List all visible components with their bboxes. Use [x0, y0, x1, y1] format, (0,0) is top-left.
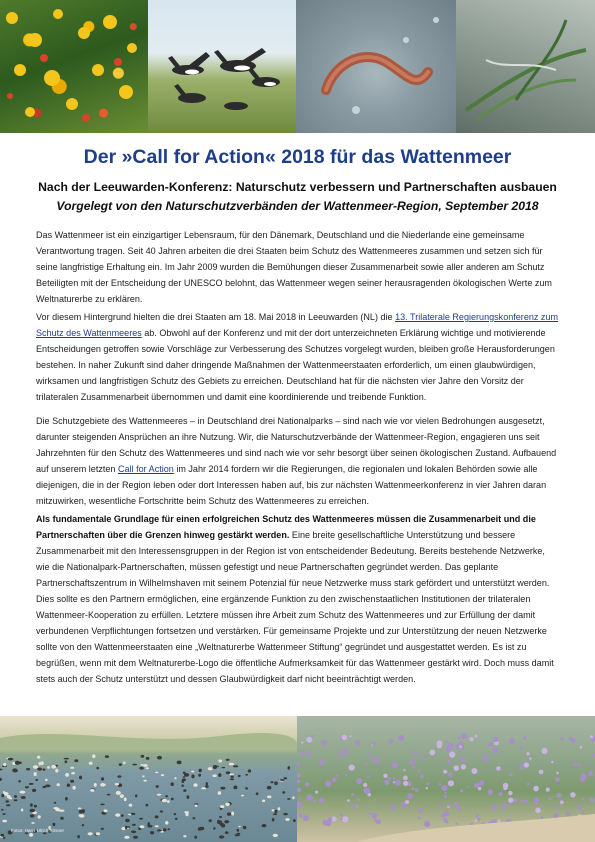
paragraph-text: Vor diesem Hintergrund hielten die drei Staaten am 18. Mai 2018 in Leeuwarden (NL) die [36, 312, 396, 322]
waders-photo [0, 716, 297, 842]
paragraph-intro: Das Wattenmeer ist ein einzigartiger Lebensraum, für den Dänemark, Deutschland und die Niederlande eine gemeinsame Verantwortung tragen. Seit 40 Jahren arbeiten die drei Staaten beim Schutz des Wattenmeeres zusammen und setzen sich für seine langfristige Erhaltung ein. Im Jahr 2009 wurden die Bemühungen dieser Zusammenarbeit sowie aller anderen am Schutz Beteiligten mit der Entscheidung der UNESCO belohnt, das Wattenmeer wegen seiner herausragenden ökologischen Werte zum Weltnaturerbe zu erklären. [36, 230, 552, 304]
top-photo-strip [0, 0, 595, 133]
bottom-photo-strip [0, 716, 595, 842]
conference-link[interactable]: 13. Trilaterale Regierungskonferenz zum Schutz des Wattenmeeres [36, 312, 559, 338]
page-byline: Vorgelegt von den Naturschutzverbänden der Wattenmeer-Region, September 2018 [56, 199, 539, 213]
page-subtitle: Nach der Leeuwarden-Konferenz: Naturschutz verbessern und Partnerschaften ausbauen [38, 180, 557, 194]
paragraph-text: Die Schutzgebiete des Wattenmeeres – in Deutschland drei Nationalparks – sind nach wie vor vielen Bedrohungen ausgesetzt, darunter steigenden Ansprüchen an ihre Nutzung. Wir, die Naturschutzverbände der Wattenmeer-Region, engagieren uns seit Jahrzehnten für den Schutz des Wattenmeeres und sind nach wie vor sehr besorgt über seinen ökologischen Zustand. Aufbauend auf unserem letzten [36, 416, 557, 474]
geese-photo [148, 0, 296, 133]
paragraph-threats [36, 413, 559, 509]
flowers-photo [0, 0, 148, 133]
paragraph-bold-text: Als fundamentale Grundlage für einen erfolgreichen Schutz des Wattenmeeres müssen die Zusammenarbeit und die Partnerschaften über die Grenzen hinweg gestärkt werden. [36, 514, 536, 540]
page-title: Der »Call for Action« 2018 für das Wattenmeer [83, 146, 512, 168]
paragraph-partnerships [36, 511, 559, 687]
seagrass-photo [456, 0, 595, 133]
body-text [36, 227, 559, 689]
paragraph-conference [36, 309, 559, 405]
photo-credit: Fotos: Hans-Ulrich Rösner [11, 828, 65, 833]
lugworm-photo [296, 0, 456, 133]
paragraph-text: ab. Obwohl auf der Konferenz und mit der dort unterzeichneten Erklärung wichtige und motivierende Entscheidungen getroffen sowie Vorschläge zur Verbesserung des Schutzes vorgelegt wurden, bleiben große Herausforderungen bestehen. In naher Zukunft sind daher dringende Maßnahmen der Wattenmeerstaaten erforderlich, um einen glaubwürdigen, wirksamen und langfristigen Schutz des Gebiets zu erreichen. Deutschland hat für die nächsten vier Jahre den Vorsitz der trilateralen Zusammenarbeit übernommen und damit eine koordinierende und treibende Funktion. [36, 328, 555, 402]
sea-lavender-photo [297, 716, 595, 842]
call-for-action-link[interactable]: Call for Action [117, 464, 174, 474]
paragraph-text: im Jahr 2014 fordern wir die Regierungen, die regionalen und lokalen Behörden sowie alle diejenigen, die in der Region leben oder dort Interessen haben auf, bis zur nächsten Wattenmeerkonferenz in vier Jahren daran mitzuwirken, wesentliche Fortschritte beim Schutz des Wattenmeeres zu erreichen. [36, 464, 547, 506]
paragraph-text: Eine breite gesellschaftliche Unterstützung und bessere Zusammenarbeit mit den Interessensgruppen in der Region ist von entscheidender Bedeutung. Bereits bestehende Netzwerke, wie die Nationalpark-Partnerschaften, müssen gefestigt und neue Partnerschaften gegründet werden. Das geplante Partnerschaftszentrum in Wilhelmshaven mit seinem Potenzial für neue Netzwerke muss stark gefördert und unterstützt werden. Dies sollte es den Partnern ermöglichen, eine ergänzende Funktion zu den zwischenstaatlichen Institutionen der trilateralen Wattenmeer-Kooperation zu erfüllen. Letztere müssen ihre Arbeit zum Schutz des Wattenmeeres und zur Erfüllung der damit verbundenen Verpflichtungen fortsetzen und verstärken. Für gemeinsame Projekte und zur Unterstützung der neuen Netzwerke sollte von den Wattenmeerstaaten eine „Weltnaturerbe Wattenmeer Stiftung“ gegründet und ausgestattet werden. Es ist zu begrüßen, wenn mit dem Weltnaturerbe-Logo die öffentliche Aufmerksamkeit für das Wattenmeer gestärkt wird. Doch muss damit stets auch der Schutz unterstützt und dessen Glaubwürdigkeit darf nicht beeinträchtigt werden. [36, 530, 554, 684]
